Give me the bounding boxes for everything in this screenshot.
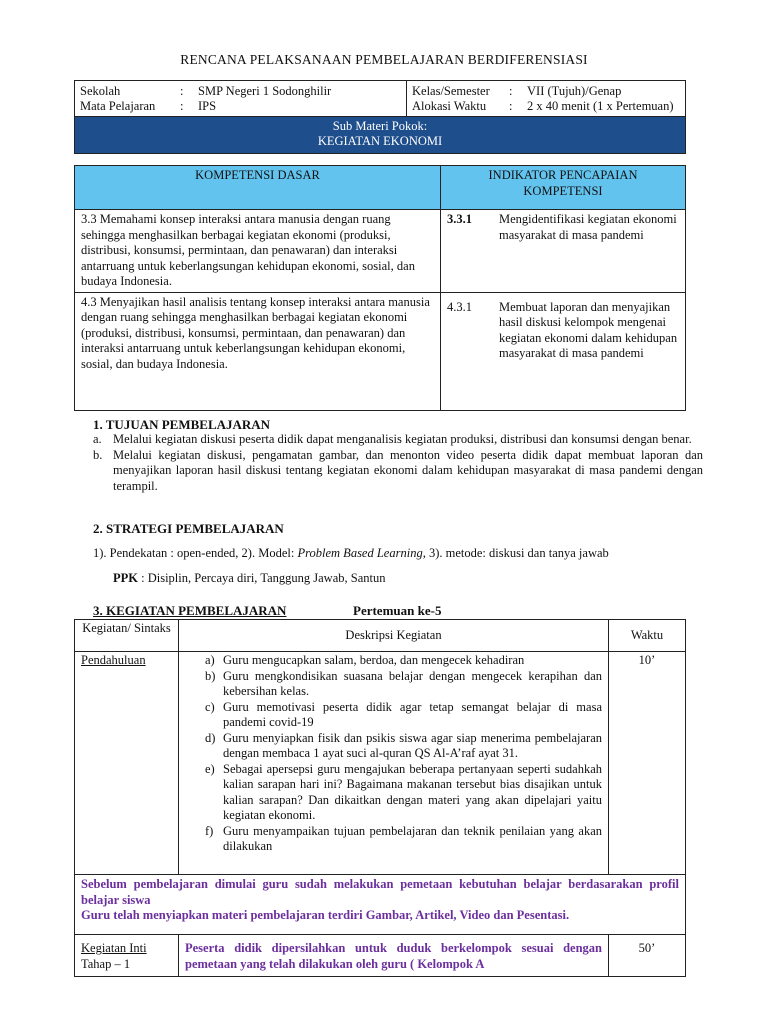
- info-left-cell: [75, 81, 407, 117]
- strategi-pendekatan: 1). Pendekatan : open-ended, 2). Model:: [93, 546, 298, 560]
- info-right-cell: [407, 81, 686, 117]
- pendahuluan-step: [201, 731, 602, 762]
- step-marker: a): [205, 653, 215, 667]
- step-text: Guru mengkondisikan suasana belajar dengan mengecek kerapihan dan kebersihan kelas.: [223, 668, 602, 698]
- tujuan-heading: 1. TUJUAN PEMBELAJARAN: [93, 417, 271, 432]
- strategi-metode: , 3). metode: diskusi dan tanya jawab: [422, 546, 609, 560]
- indikator-cell-2: [441, 292, 686, 410]
- step-text: Sebagai apersepsi guru mengajukan beberapa pertanyaan seperti sudahkah kalian sarapan hari ini? Bagaimana makanan tersebut bias disajikan untuk kalian sarapan? Dan dikaitkan dengan materi yang akan dipelajari yaitu kegiatan ekonomi.: [223, 761, 602, 822]
- mapel-label: Mata Pelajaran: [80, 99, 156, 113]
- step-text: Guru memotivasi peserta didik agar tetap semangat belajar di masa pandemi covid-19: [223, 699, 602, 729]
- kelas-value: VII (Tujuh)/Genap: [527, 84, 622, 98]
- indikator-cell-1: [441, 210, 686, 293]
- pendahuluan-step: [201, 700, 602, 731]
- pendahuluan-cell: [75, 652, 179, 875]
- indikator-text-2: Membuat laporan dan menyajikan hasil diskusi kelompok mengenai kegiatan ekonomi dalam kehidupan masyarakat di masa pandemi: [499, 299, 678, 360]
- indikator-num-2: 4.3.1: [447, 299, 472, 314]
- kd-cell-2: 4.3 Menyajikan hasil analisis tentang konsep interaksi antara manusia dengan ruang sehingga menghasilkan berbagai kegiatan ekonomi (produksi, distribusi, konsumsi, permintaan, dan penawaran) dan interaksi antarruang untuk keberlangsungan kehidupan ekonomi, sosial, dan budaya Indonesia.: [75, 292, 441, 410]
- mapel-sep: :: [180, 99, 184, 113]
- pendahuluan-step: [201, 653, 602, 669]
- indikator-num-1: 3.3.1: [447, 212, 472, 226]
- ppk-line: [113, 571, 723, 587]
- alokasi-label: Alokasi Waktu: [412, 99, 487, 113]
- pendahuluan-step: [201, 762, 602, 824]
- strategi-line: [93, 546, 703, 562]
- materi-note: Guru telah menyiapkan materi pembelajaran terdiri Gambar, Artikel, Video dan Pesentasi.: [81, 908, 570, 922]
- step-marker: d): [205, 730, 216, 745]
- inti-cell: [75, 935, 179, 977]
- alokasi-value: 2 x 40 menit (1 x Pertemuan): [527, 99, 674, 113]
- kd-cell-1: 3.3 Memahami konsep interaksi antara manusia dengan ruang sehingga menghasilkan berbagai kegiatan ekonomi (produksi, distribusi, konsumsi, permintaan, dan penawaran) dan interaksi antarruang untuk keberlangsungan kehidupan ekonomi, sosial, dan budaya Indonesia.: [75, 210, 441, 293]
- sub-materi-banner: [75, 117, 686, 154]
- document-title: RENCANA PELAKSANAAN PEMBELAJARAN BERDIFERENSIASI: [180, 52, 588, 67]
- kelas-sep: :: [509, 84, 513, 98]
- mapel-value: IPS: [198, 99, 217, 113]
- step-marker: c): [205, 699, 215, 714]
- step-marker: f): [205, 823, 214, 838]
- pemetaan-note-cell: [75, 875, 686, 935]
- pendahuluan-step: [201, 824, 602, 855]
- alokasi-sep: :: [509, 99, 513, 113]
- pemetaan-note: Sebelum pembelajaran dimulai guru sudah melakukan pemetaan kebutuhan belajar berdasarakan profil belajar siswa: [81, 877, 679, 907]
- kegiatan-table: [74, 619, 686, 977]
- sekolah-label: Sekolah: [80, 84, 121, 98]
- strategi-heading: 2. STRATEGI PEMBELAJARAN: [93, 521, 284, 536]
- ppk-label: PPK: [113, 571, 138, 585]
- step-text: Guru mengucapkan salam, berdoa, dan mengecek kehadiran: [223, 653, 525, 667]
- kd-header: KOMPETENSI DASAR: [75, 166, 441, 210]
- indikator-header: [441, 166, 686, 210]
- step-text: Guru menyampaikan tujuan pembelajaran dan teknik penilaian yang akan dilakukan: [223, 823, 602, 853]
- pertemuan-label: Pertemuan ke-5: [353, 603, 442, 618]
- tujuan-text: Melalui kegiatan diskusi, pengamatan gambar, dan menonton video peserta didik dapat membuat laporan dan menyajikan laporan hasil diskusi tentang kegiatan ekonomi dalam kehidupan masyarakat di masa pandemi dengan terampil.: [113, 447, 703, 493]
- kegiatan-heading: 3. KEGIATAN PEMBELAJARAN: [93, 603, 287, 618]
- sekolah-value: SMP Negeri 1 Sodonghilir: [198, 84, 332, 98]
- strategi-model: Problem Based Learning: [297, 546, 423, 560]
- inti-label: Kegiatan Inti: [81, 941, 147, 955]
- tujuan-marker: b.: [93, 447, 103, 462]
- tujuan-item: [93, 448, 703, 495]
- sekolah-sep: :: [180, 84, 184, 98]
- col-kegiatan-header: Kegiatan/ Sintaks: [75, 620, 179, 652]
- inti-waktu: 50’: [609, 935, 686, 977]
- tujuan-list: [93, 432, 703, 494]
- kompetensi-table: [74, 165, 686, 411]
- inti-description: Peserta didik dipersilahkan untuk duduk berkelompok sesuai dengan pemetaan yang telah dilakukan oleh guru ( Kelompok A: [179, 935, 609, 977]
- step-text: Guru menyiapkan fisik dan psikis siswa agar siap menerima pembelajaran dengan membaca 1 ayat suci al-quran QS Al-A’raf ayat 31.: [223, 730, 602, 760]
- info-table: [74, 80, 686, 154]
- pendahuluan-steps: [179, 652, 609, 875]
- sub-materi-value: KEGIATAN EKONOMI: [317, 134, 443, 148]
- inti-tahap: Tahap – 1: [81, 956, 131, 971]
- tujuan-text: Melalui kegiatan diskusi peserta didik dapat menganalisis kegiatan produksi, distribusi dan konsumsi dengan benar.: [113, 432, 692, 446]
- step-marker: b): [205, 668, 216, 683]
- pendahuluan-label: Pendahuluan: [81, 653, 146, 667]
- pendahuluan-step: [201, 669, 602, 700]
- indikator-text-1: Mengidentifikasi kegiatan ekonomi masyarakat di masa pandemi: [499, 212, 677, 242]
- tujuan-marker: a.: [93, 432, 102, 446]
- kelas-label: Kelas/Semester: [412, 84, 490, 98]
- step-marker: e): [205, 761, 215, 776]
- indikator-header-text: INDIKATOR PENCAPAIAN KOMPETENSI: [488, 168, 638, 198]
- ppk-text: : Disiplin, Percaya diri, Tanggung Jawab, Santun: [138, 571, 386, 585]
- pendahuluan-waktu: 10’: [609, 652, 686, 875]
- tujuan-item: [93, 432, 703, 448]
- col-waktu-header: Waktu: [609, 620, 686, 652]
- sub-materi-label: Sub Materi Pokok:: [332, 119, 428, 133]
- col-deskripsi-header: Deskripsi Kegiatan: [179, 620, 609, 652]
